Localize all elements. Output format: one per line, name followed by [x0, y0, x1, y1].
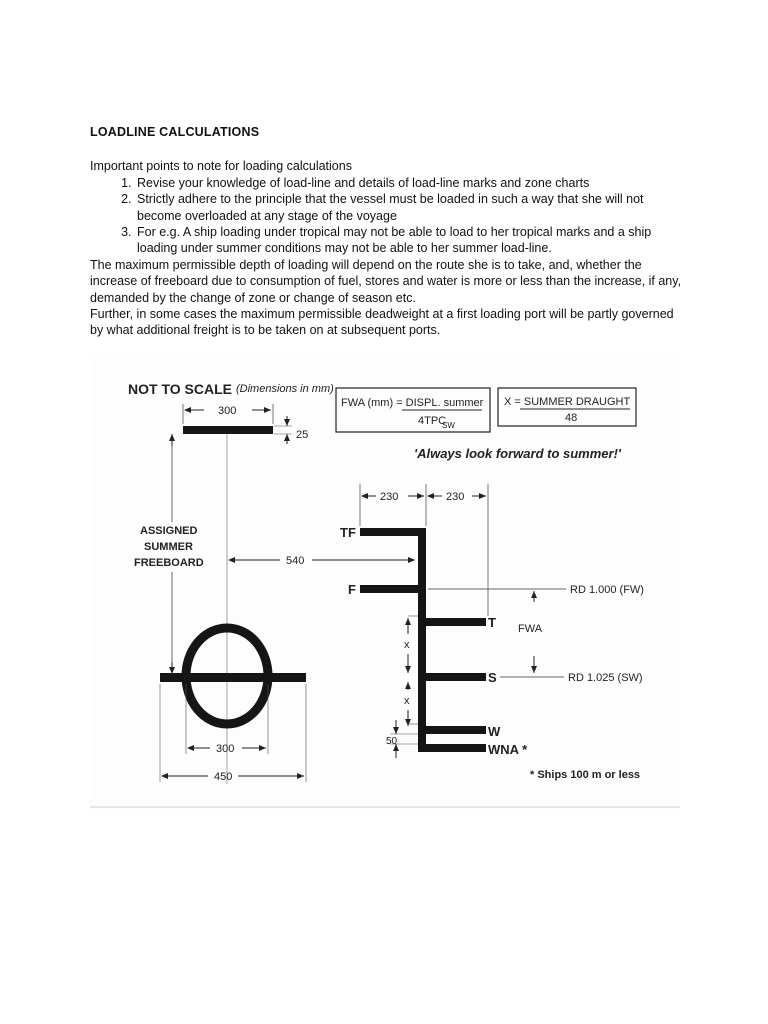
s-mark: [418, 673, 486, 681]
loadline-diagram: [90, 354, 680, 810]
dim-300-top-label: 300: [218, 405, 237, 417]
loadline-diagram-svg: [90, 354, 680, 810]
list-item: 2. Strictly adhere to the principle that the vessel must be loaded in such a way that she will not become overloaded at any stage of the voyage: [135, 191, 690, 224]
points-list: [90, 175, 690, 257]
deck-line-mark: [183, 426, 273, 434]
x-denominator: 48: [565, 412, 578, 424]
dim-450-label: 450: [214, 771, 233, 783]
fwa-label: FWA: [518, 623, 543, 635]
freeboard-label: FREEBOARD: [134, 557, 204, 569]
list-item: 1. Revise your knowledge of load-line and details of load-line marks and zone charts: [135, 175, 690, 191]
dim-230-right-label: 230: [446, 491, 465, 503]
t-mark: [418, 618, 486, 626]
assigned-label: ASSIGNED: [140, 525, 198, 537]
dim-50-label: 50: [386, 736, 398, 747]
paragraph: Further, in some cases the maximum permissible deadweight at a first loading port will be partly governed by what additional freight is to be taken on at subsequent ports.: [90, 307, 674, 338]
rd-sw-label: RD 1.025 (SW): [568, 672, 643, 684]
w-label: W: [488, 724, 501, 739]
fwa-subscript: SW: [442, 421, 455, 430]
f-label: F: [348, 582, 356, 597]
page-title: LOADLINE CALCULATIONS: [90, 125, 260, 139]
dim-300-bottom-label: 300: [216, 743, 235, 755]
document-body: [90, 124, 690, 339]
motto: 'Always look forward to summer!': [414, 446, 622, 461]
t-label: T: [488, 615, 496, 630]
list-item: 3. For e.g. A ship loading under tropical may not be able to load to her tropical marks and a ship loading under summer conditions may not be able to her summer load-line.: [135, 224, 690, 257]
w-mark: [418, 726, 486, 734]
fwa-denominator: 4TPC: [418, 415, 447, 427]
footnote: * Ships 100 m or less: [530, 769, 641, 781]
wna-label: WNA *: [488, 742, 528, 757]
summer-label: SUMMER: [144, 541, 193, 553]
load-line-vertical-bar: [418, 528, 426, 752]
dimensions-note: (Dimensions in mm): [236, 383, 334, 395]
x-formula: X = SUMMER DRAUGHT: [504, 396, 631, 408]
tf-label: TF: [340, 525, 356, 540]
fwa-formula: FWA (mm) = DISPL. summer: [341, 397, 484, 409]
dim-25-label: 25: [296, 429, 309, 441]
not-to-scale-label: NOT TO SCALE: [128, 381, 232, 397]
dim-230-left-label: 230: [380, 491, 399, 503]
rd-fw-label: RD 1.000 (FW): [570, 584, 644, 596]
f-mark: [360, 585, 426, 593]
x-lower-label: x: [404, 695, 410, 707]
paragraph: The maximum permissible depth of loading will depend on the route she is to take, and, whether the increase of freeboard due to consumption of fuel, stores and water is more or less than the increase, if any, demanded by the change of zone or change of season etc.: [90, 257, 682, 305]
x-upper-label: x: [404, 639, 410, 651]
intro-text: Important points to note for loading calculations: [90, 159, 352, 174]
wna-mark: [418, 744, 486, 752]
dim-540-label: 540: [286, 555, 305, 567]
tf-mark: [360, 528, 426, 536]
figure-background: [90, 354, 680, 810]
s-label: S: [488, 670, 497, 685]
